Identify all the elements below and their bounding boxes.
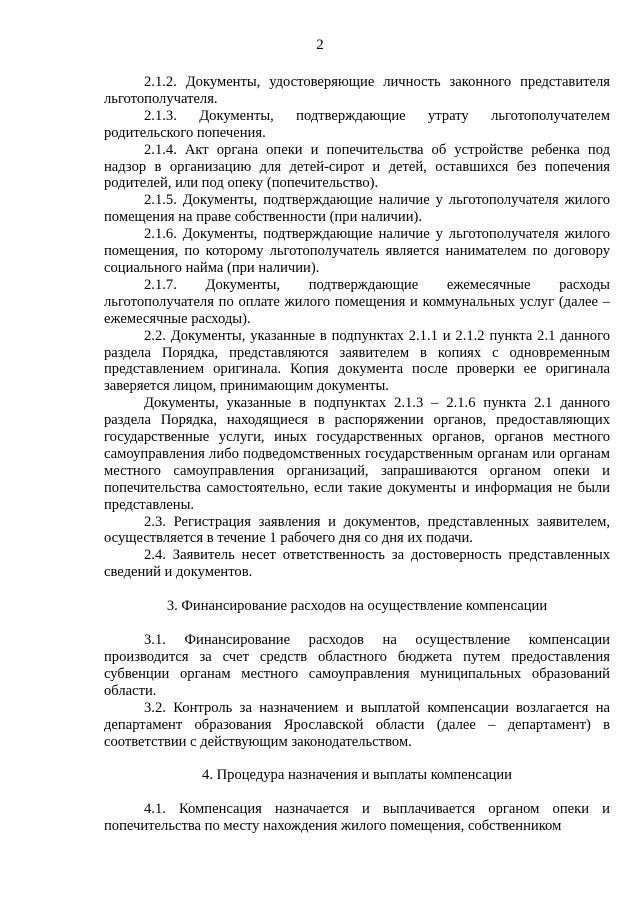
paragraph-2-2: 2.2. Документы, указанные в подпунктах 2.1.1 и 2.1.2 пункта 2.1 данного раздела Порядка, представляются заявителем в копиях с одновременным представлением оригинала. Копия документа после проверки ее оригинала заверяется лицом, принимающим документы. xyxy=(104,327,610,395)
section-heading-4: 4. Процедура назначения и выплаты компенсации xyxy=(202,767,512,784)
section-heading-3: 3. Финансирование расходов на осуществление компенсации xyxy=(166,598,548,615)
paragraph-2-1-6: 2.1.6. Документы, подтверждающие наличие у льготополучателя жилого помещения, по которому льготополучатель является нанимателем по договору социального найма (при наличии). xyxy=(104,226,610,276)
paragraph-2-1-2: 2.1.2. Документы, удостоверяющие личность законного представителя льготополучателя. xyxy=(104,74,610,107)
paragraph-2-3: 2.3. Регистрация заявления и документов, представленных заявителем, осуществляется в течение 1 рабочего дня со дня их подачи. xyxy=(104,513,610,547)
paragraph-2-4: 2.4. Заявитель несет ответственность за достоверность представленных сведений и документов. xyxy=(104,547,610,581)
paragraph-2-1-5: 2.1.5. Документы, подтверждающие наличие у льготополучателя жилого помещения на праве собственности (при наличии). xyxy=(104,192,610,226)
paragraph-2-1-7: 2.1.7. Документы, подтверждающие ежемесячные расходы льготополучателя по оплате жилого помещения и коммунальных услуг (далее – ежемесячные расходы). xyxy=(104,276,610,327)
paragraph-2-2-continued: Документы, указанные в подпунктах 2.1.3 – 2.1.6 пункта 2.1 данного раздела Порядка, находящиеся в распоряжении органов, предоставляющих государственные услуги, иных государственных органов, органов местного самоуправления либо подведомственных государственным органам или органам местного самоуправления организаций, запрашиваются органом опеки и попечительства самостоятельно, если такие документы и информация не были представлены. xyxy=(104,395,610,513)
document-body xyxy=(104,74,610,835)
page-number: 2 xyxy=(316,37,324,53)
paragraph-2-1-4: 2.1.4. Акт органа опеки и попечительства об устройстве ребенка под надзор в организацию для детей-сирот и детей, оставшихся без попечения родителей, или под опеку (попечительство). xyxy=(104,141,610,192)
paragraph-3-2: 3.2. Контроль за назначением и выплатой компенсации возлагается на департамент образования Ярославской области (далее – департамент) в соответствии с действующим законодательством. xyxy=(104,699,610,750)
paragraph-2-1-3: 2.1.3. Документы, подтверждающие утрату льготополучателем родительского попечения. xyxy=(104,107,610,141)
paragraph-3-1: 3.1. Финансирование расходов на осуществление компенсации производится за счет средств областного бюджета путем предоставления субвенции органам местного самоуправления муниципальных образований области. xyxy=(104,632,610,699)
paragraph-4-1: 4.1. Компенсация назначается и выплачивается органом опеки и попечительства по месту нахождения жилого помещения, собственником xyxy=(104,801,610,835)
